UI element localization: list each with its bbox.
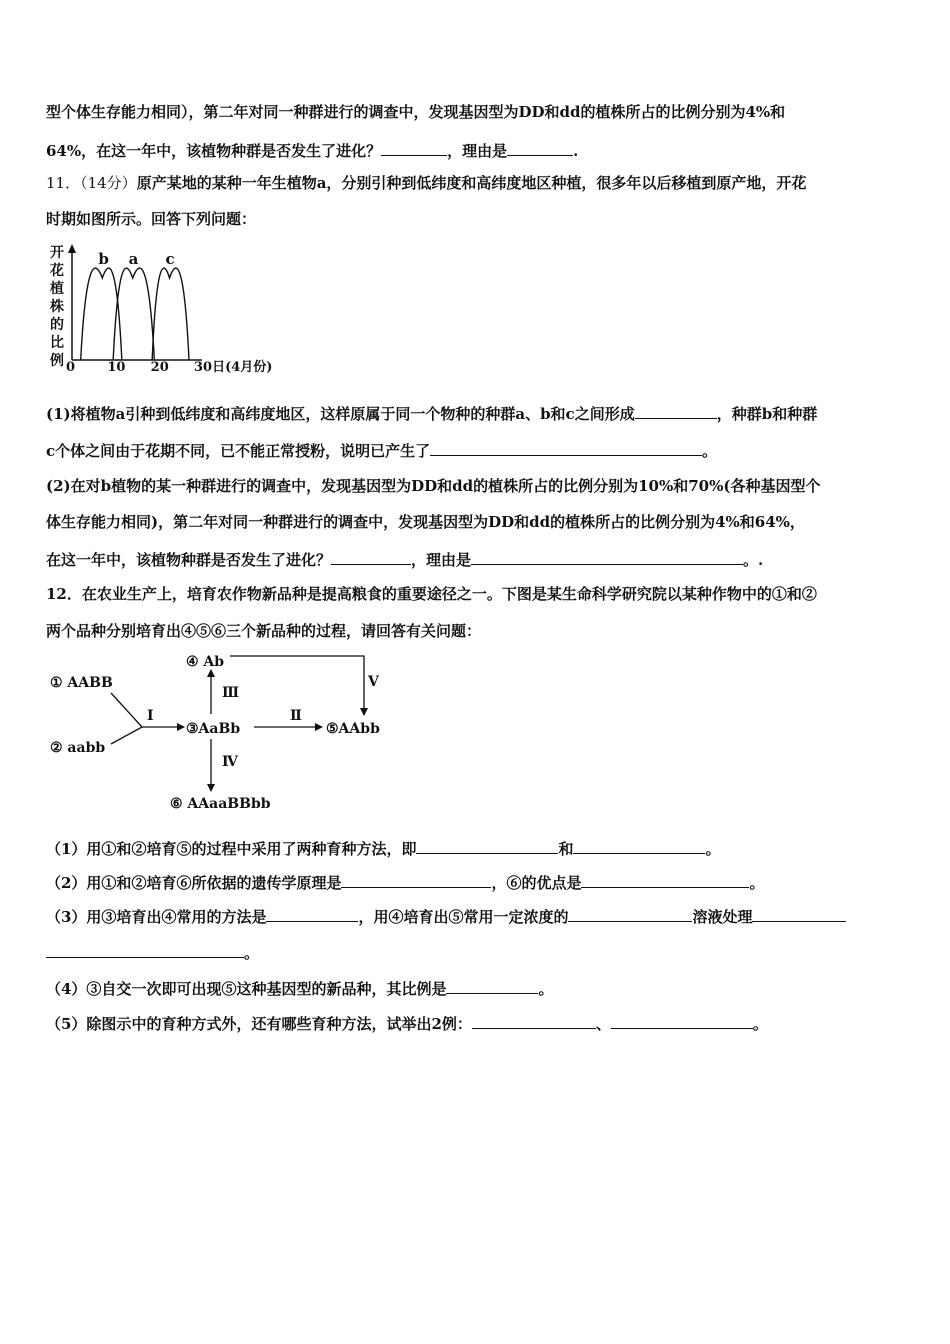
question-11-stem: [46, 173, 806, 193]
text: ，理由是: [411, 551, 472, 569]
text: 。: [538, 980, 554, 998]
breeding-diagram: [46, 648, 396, 816]
text: 64%，在这一年中，该植物种群是否发生了进化？: [46, 142, 382, 160]
svg-text:的: 的: [50, 317, 64, 333]
text-line: [46, 102, 785, 122]
text: 。: [749, 874, 765, 892]
arrow-V: [230, 656, 364, 715]
text: 。: [702, 442, 718, 460]
text: 。: [705, 840, 721, 858]
answer-blank[interactable]: [430, 440, 702, 456]
text: (2)在对b植物的某一种群进行的调查中，发现基因型为DD和dd的植株所占的比例分别为10%和70%(各种基因型个: [46, 477, 821, 495]
curve-label-b: b: [98, 250, 109, 268]
text: ，种群b和种群: [716, 405, 818, 423]
text-line: [46, 1013, 768, 1034]
question-12-stem: [46, 584, 817, 604]
step-1-label: Ⅰ: [147, 708, 154, 724]
variety-6-label: ⑥ AAaaBBbb: [170, 796, 271, 812]
text: （3）用③培育出④常用的方法是: [46, 908, 267, 926]
text: 。.: [743, 551, 764, 569]
answer-blank[interactable]: [331, 549, 411, 565]
svg-text:例: 例: [50, 353, 64, 369]
flowering-chart: [46, 240, 286, 375]
text-line: [46, 978, 553, 999]
answer-blank[interactable]: [568, 906, 692, 922]
text: 。: [244, 944, 260, 962]
text: 两个品种分别培育出④⑤⑥三个新品种的过程，请回答有关问题：: [46, 622, 482, 640]
answer-blank[interactable]: [46, 942, 244, 958]
text: 时期如图所示。回答下列问题：: [46, 210, 257, 228]
answer-blank[interactable]: [507, 140, 573, 156]
x-tick-label: 0: [66, 360, 76, 375]
answer-blank[interactable]: [611, 1013, 753, 1029]
text-line: [46, 906, 846, 927]
text: ，用④培育出⑤常用一定浓度的: [358, 908, 569, 926]
question-number: 11．（14分）: [46, 174, 137, 192]
curve-label-a: a: [128, 250, 139, 268]
text: （4）③自交一次即可出现⑤这种基因型的新品种，其比例是: [46, 980, 447, 998]
text-line: [46, 403, 817, 424]
answer-blank[interactable]: [471, 549, 743, 565]
step-4-label: Ⅳ: [222, 754, 238, 770]
text-line: [46, 621, 481, 641]
y-axis-arrow-icon: [68, 244, 76, 253]
svg-text:开: 开: [50, 245, 64, 261]
variety-2-label: ② aabb: [50, 740, 106, 756]
curve-label-c: c: [165, 250, 175, 268]
variety-1-label: ① AABB: [50, 675, 113, 691]
text-line: [46, 512, 805, 532]
text-line: [46, 209, 256, 229]
svg-text:株: 株: [50, 299, 64, 315]
x-tick-label: 30日(4月份): [194, 360, 273, 375]
variety-4-label: ④ Ab: [186, 654, 225, 670]
text-line: [46, 549, 763, 570]
answer-blank[interactable]: [381, 140, 447, 156]
text: 原产某地的某种一年生植物a，分别引种到低纬度和高纬度地区种植，很多年以后移植到原产地，开花: [136, 174, 807, 192]
text-line: [46, 440, 717, 461]
text-line: [46, 872, 764, 893]
step-3-label: Ⅲ: [222, 685, 240, 701]
y-axis-label: [49, 245, 64, 369]
answer-blank[interactable]: [266, 906, 358, 922]
text: 。: [752, 1015, 768, 1033]
text: ，⑥的优点是: [491, 874, 582, 892]
text: 体生存能力相同)，第二年对同一种群进行的调查中，发现基因型为DD和dd的植株所占的比例分别为4%和64%，: [46, 513, 805, 531]
cross-line-2: [111, 727, 142, 744]
text-line: [46, 838, 720, 859]
text: 型个体生存能力相同），第二年对同一种群进行的调查中，发现基因型为DD和dd的植株所占的比例分别为4%和: [46, 103, 786, 121]
text-line: [46, 942, 259, 963]
variety-3-label: ③AaBb: [186, 721, 241, 737]
svg-text:比: 比: [50, 335, 64, 351]
answer-blank[interactable]: [416, 838, 558, 854]
answer-blank[interactable]: [446, 978, 538, 994]
text: 12．在农业生产上，培育农作物新品种是提高粮食的重要途径之一。下图是某生命科学研究院以某种作物中的①和②: [46, 585, 817, 603]
text: .: [573, 142, 579, 160]
variety-5-label: ⑤AAbb: [326, 721, 380, 737]
curve-c: [152, 268, 189, 360]
step-2-label: Ⅱ: [290, 708, 302, 724]
text-line: [46, 140, 578, 161]
text: （1）用①和②培育⑤的过程中采用了两种育种方法，即: [46, 840, 417, 858]
answer-blank[interactable]: [752, 906, 846, 922]
text: c个体之间由于花期不同，已不能正常授粉，说明已产生了: [46, 442, 431, 460]
text: 在这一年中，该植物种群是否发生了进化？: [46, 551, 332, 569]
text: （5）除图示中的育种方式外，还有哪些育种方法，试举出2例：: [46, 1015, 472, 1033]
text: ，理由是: [447, 142, 508, 160]
svg-text:花: 花: [50, 263, 64, 279]
answer-blank[interactable]: [581, 872, 749, 888]
answer-blank[interactable]: [341, 872, 491, 888]
answer-blank[interactable]: [472, 1013, 596, 1029]
text: （2）用①和②培育⑥所依据的遗传学原理是: [46, 874, 342, 892]
x-tick-label: 20: [150, 360, 169, 375]
text-line: [46, 476, 820, 496]
text: 、: [595, 1015, 611, 1033]
answer-blank[interactable]: [635, 403, 717, 419]
cross-line-1: [111, 693, 142, 727]
text: 和: [558, 840, 574, 858]
svg-text:植: 植: [50, 281, 64, 297]
answer-blank[interactable]: [573, 838, 705, 854]
x-tick-label: 10: [107, 360, 126, 375]
step-5-label: Ⅴ: [368, 674, 379, 690]
text: 溶液处理: [692, 908, 753, 926]
text: (1)将植物a引种到低纬度和高纬度地区，这样原属于同一个物种的种群a、b和c之间形成: [46, 405, 635, 423]
